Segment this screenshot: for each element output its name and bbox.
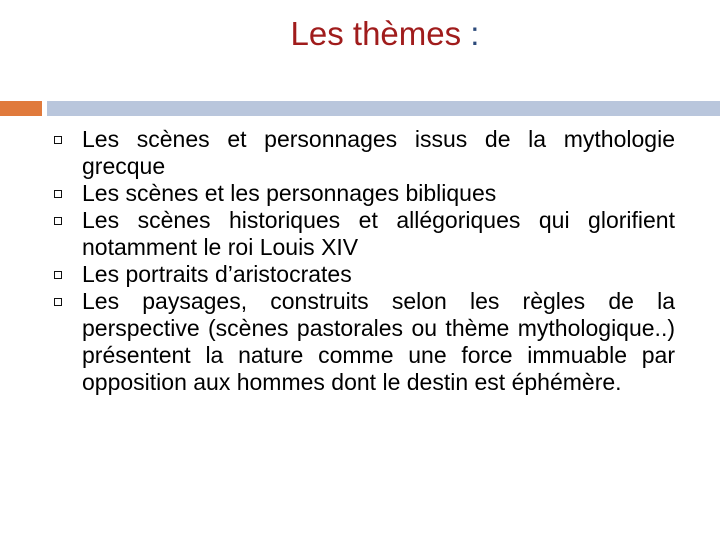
list-item — [40, 126, 675, 180]
bullet-text: Les paysages, construits selon les règles de la perspective (scènes pastorales ou thème mythologique..) présentent la nature comme une force immuable par opposition aux hommes dont le destin est éphémère. — [82, 288, 675, 395]
bullet-text: Les scènes et personnages issus de la mythologie grecque — [82, 126, 675, 179]
hollow-square-icon — [54, 298, 62, 306]
list-item — [40, 261, 675, 288]
slide-title — [0, 14, 720, 54]
list-item — [40, 180, 675, 207]
slide-title-colon: : — [470, 15, 480, 52]
bullet-text: Les scènes historiques et allégoriques qui glorifient notamment le roi Louis XIV — [82, 207, 675, 260]
hollow-square-icon — [54, 271, 62, 279]
hollow-square-icon — [54, 190, 62, 198]
divider-bar — [47, 101, 720, 116]
accent-bar — [0, 101, 42, 116]
bullet-text: Les portraits d’aristocrates — [82, 261, 352, 287]
slide-title-text: Les thèmes — [290, 15, 462, 52]
list-item — [40, 288, 675, 396]
bullet-text: Les scènes et les personnages bibliques — [82, 180, 497, 206]
list-item — [40, 207, 675, 261]
bullet-list — [40, 126, 675, 396]
hollow-square-icon — [54, 217, 62, 225]
hollow-square-icon — [54, 136, 62, 144]
